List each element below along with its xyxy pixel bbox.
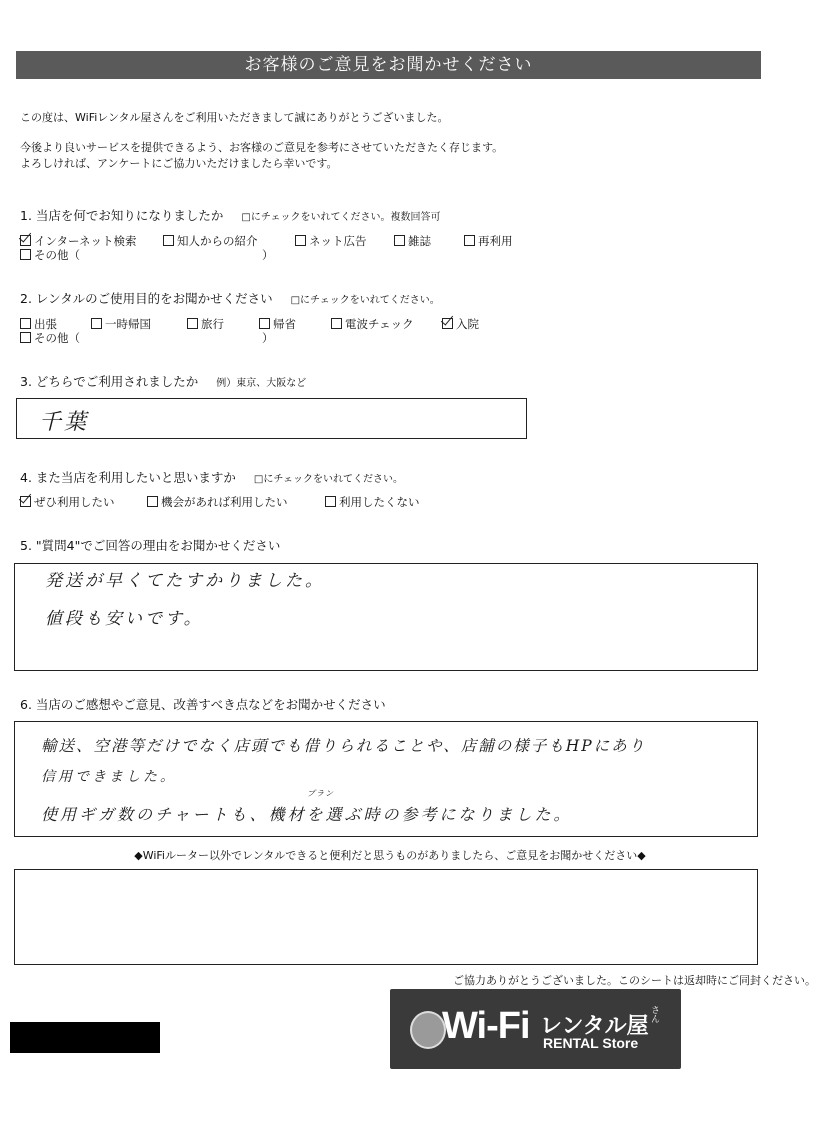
q6-answer-line-3: 使用ギガ数のチャートも、機材を選ぶ時の参考になりました。: [41, 805, 573, 824]
checkbox[interactable]: [259, 318, 270, 329]
checkbox[interactable]: [20, 332, 31, 343]
q5-answer-line-2: 値段も安いです。: [45, 609, 204, 629]
checkbox[interactable]: [331, 318, 342, 329]
checkbox[interactable]: [20, 249, 31, 260]
question-5: 5. "質問4"でご回答の理由をお聞かせください: [20, 538, 281, 553]
logo-english-text: RENTAL Store: [543, 1035, 639, 1051]
checkbox[interactable]: [464, 235, 475, 246]
q3-answer-box[interactable]: [16, 398, 527, 439]
q2-option-travel[interactable]: 旅行: [187, 316, 224, 332]
q1-other-close: ）: [262, 248, 274, 262]
q2-option-signal-check[interactable]: 電波チェック: [331, 316, 414, 332]
checkbox[interactable]: [325, 496, 336, 507]
q1-option-internet[interactable]: インターネット検索: [20, 233, 136, 249]
q7-answer-box[interactable]: [14, 869, 758, 965]
question-1-hint: □にチェックをいれてください。複数回答可: [241, 212, 441, 223]
q4-option-no[interactable]: 利用したくない: [325, 494, 420, 510]
question-2-hint: □にチェックをいれてください。: [290, 295, 440, 306]
checkbox[interactable]: [295, 235, 306, 246]
question-4: [20, 468, 403, 486]
footer-note: ご協力ありがとうございました。このシートは返却時にご同封ください。: [453, 974, 816, 987]
logo-wifi-text: Wi-Fi: [442, 1005, 530, 1047]
q2-option-business[interactable]: 出張: [20, 316, 57, 332]
q6-answer-line-1: 輸送、空港等だけでなく店頭でも借りられることや、店舗の様子もHPにあり: [41, 737, 647, 755]
q1-option-magazine[interactable]: 雑誌: [394, 233, 431, 249]
q1-option-referral[interactable]: 知人からの紹介: [163, 233, 258, 249]
intro-line-1: この度は、WiFiレンタル屋さんをご利用いただきまして誠にありがとうございました。: [20, 111, 449, 124]
question-2: [20, 289, 440, 307]
checkbox[interactable]: [163, 235, 174, 246]
question-1: [20, 206, 441, 224]
q2-other-close: ）: [262, 331, 274, 345]
question-1-label: 1. 当店を何でお知りになりましたか: [20, 208, 224, 223]
q4-option-definitely[interactable]: ぜひ利用したい: [20, 494, 115, 510]
logo-japanese-text: レンタル屋: [540, 1014, 649, 1039]
q6-furigana: プラン: [307, 789, 334, 798]
redaction-block: [10, 1022, 160, 1053]
q1-option-other[interactable]: その他（: [20, 247, 80, 263]
q2-option-homecoming[interactable]: 帰省: [259, 316, 296, 332]
q2-option-other[interactable]: その他（: [20, 330, 80, 346]
question-3-label: 3. どちらでご利用されましたか: [20, 374, 199, 389]
question-4-hint: □にチェックをいれてください。: [253, 474, 404, 485]
checkbox-checked[interactable]: [442, 318, 453, 329]
checkbox[interactable]: [394, 235, 405, 246]
q6-answer-box[interactable]: [14, 721, 758, 837]
logo-san-text: さん: [649, 1005, 659, 1023]
q4-option-if-chance[interactable]: 機会があれば利用したい: [147, 494, 288, 510]
checkbox[interactable]: [147, 496, 158, 507]
question-6: 6. 当店のご感想やご意見、改善すべき点などをお聞かせください: [20, 697, 386, 712]
intro-line-2: 今後より良いサービスを提供できるよう、お客様のご意見を参考にさせていただきたく存じます。: [20, 141, 504, 154]
question-3: [20, 372, 306, 390]
checkbox-checked[interactable]: [20, 235, 31, 246]
page-title: お客様のご意見をお聞かせください: [16, 51, 761, 79]
q1-option-net-ad[interactable]: ネット広告: [295, 233, 367, 249]
checkbox-checked[interactable]: [20, 496, 31, 507]
q1-option-repeat[interactable]: 再利用: [464, 233, 513, 249]
question-7: ◆WiFiルーター以外でレンタルできると便利だと思うものがありましたら、ご意見をお聞かせください◆: [134, 849, 646, 862]
q5-answer-box[interactable]: [14, 563, 758, 671]
q3-answer-text: 千葉: [39, 410, 90, 435]
checkbox[interactable]: [187, 318, 198, 329]
question-4-label: 4. また当店を利用したいと思いますか: [20, 470, 236, 485]
q6-answer-line-2: 信用できました。: [41, 769, 177, 785]
q5-answer-line-1: 発送が早くてたすかりました。: [45, 571, 325, 591]
q2-option-home-return[interactable]: 一時帰国: [91, 316, 151, 332]
intro-line-3: よろしければ、アンケートにご協力いただけましたら幸いです。: [20, 157, 338, 170]
question-3-hint: 例）東京、大阪など: [216, 378, 307, 389]
checkbox[interactable]: [91, 318, 102, 329]
company-logo: [390, 989, 681, 1069]
question-2-label: 2. レンタルのご使用目的をお聞かせください: [20, 291, 273, 306]
q2-option-hospital[interactable]: 入院: [442, 316, 479, 332]
mascot-icon: [410, 1011, 446, 1049]
checkbox[interactable]: [20, 318, 31, 329]
